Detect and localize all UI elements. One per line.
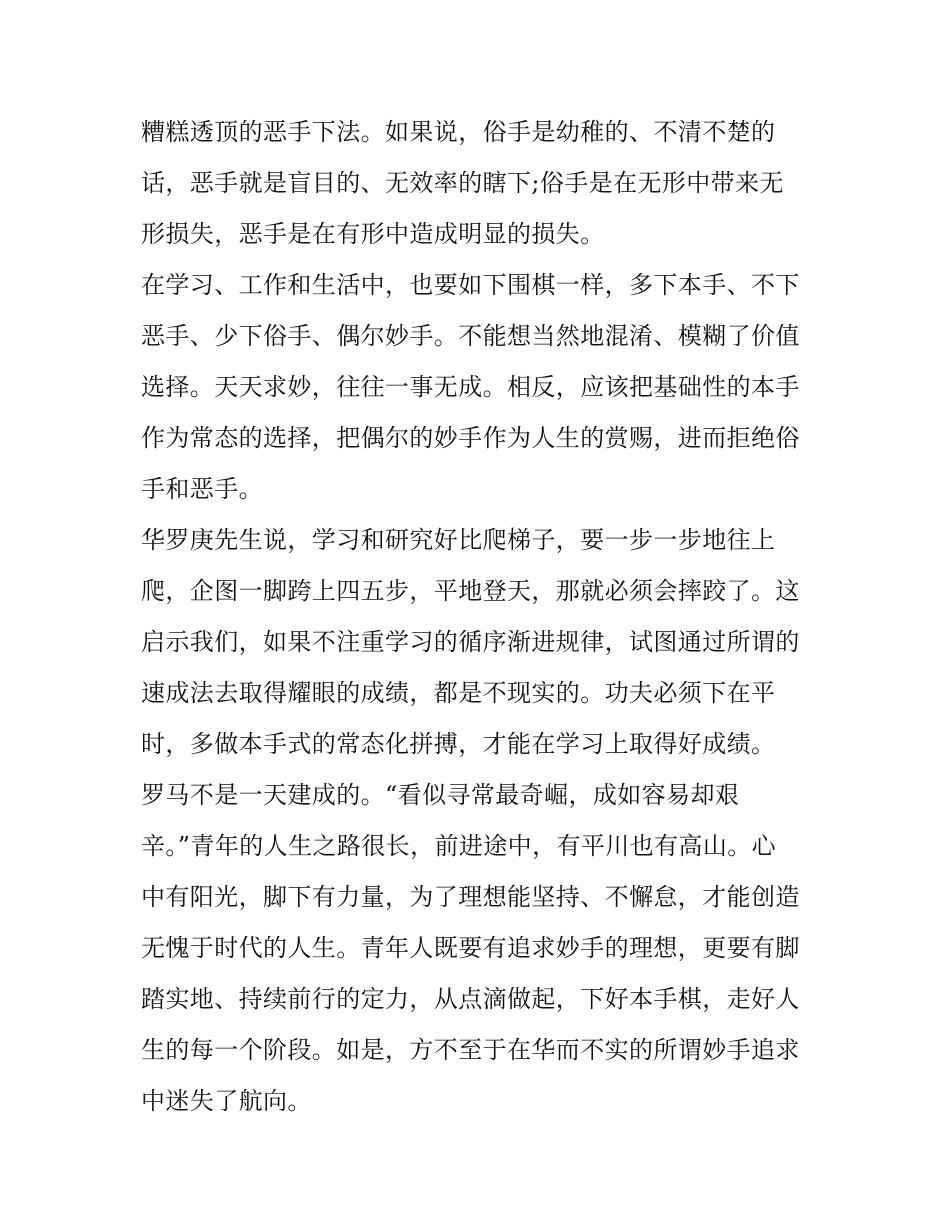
text-line: 中迷失了航向。 — [141, 1087, 312, 1115]
text-line: 手和恶手。 — [141, 475, 263, 503]
text-line: 速成法去取得耀眼的成绩，都是不现实的。功夫必须下在平 — [141, 679, 776, 707]
text-line: 启示我们，如果不注重学习的循序渐进规律，试图通过所谓的 — [141, 628, 800, 656]
essay-text — [141, 107, 821, 1127]
text-line: 话，恶手就是盲目的、无效率的瞎下;俗手是在无形中带来无 — [141, 169, 784, 197]
text-line: 恶手、少下俗手、偶尔妙手。不能想当然地混淆、模糊了价值 — [141, 322, 800, 350]
text-line: 时，多做本手式的常态化拼搏，才能在学习上取得好成绩。 — [141, 730, 776, 758]
text-line: 在学习、工作和生活中，也要如下围棋一样，多下本手、不下 — [141, 271, 800, 299]
text-line: 形损失，恶手是在有形中造成明显的损失。 — [141, 220, 605, 248]
text-line: 生的每一个阶段。如是，方不至于在华而不实的所谓妙手追求 — [141, 1036, 800, 1064]
text-line: 糟糕透顶的恶手下法。如果说，俗手是幼稚的、不清不楚的 — [141, 118, 776, 146]
text-line: 无愧于时代的人生。青年人既要有追求妙手的理想，更要有脚 — [141, 934, 800, 962]
text-line: 辛。”青年的人生之路很长，前进途中，有平川也有高山。心 — [141, 832, 777, 860]
text-line: 中有阳光，脚下有力量，为了理想能坚持、不懈怠，才能创造 — [141, 883, 800, 911]
text-line: 罗马不是一天建成的。“看似寻常最奇崛，成如容易却艰 — [141, 781, 740, 809]
text-line: 踏实地、持续前行的定力，从点滴做起，下好本手棋，走好人 — [141, 985, 800, 1013]
text-line: 爬，企图一脚跨上四五步，平地登天，那就必须会摔跤了。这 — [141, 577, 800, 605]
text-line: 作为常态的选择，把偶尔的妙手作为人生的赏赐，进而拒绝俗 — [141, 424, 800, 452]
text-line: 选择。天天求妙，往往一事无成。相反，应该把基础性的本手 — [141, 373, 800, 401]
text-line: 华罗庚先生说，学习和研究好比爬梯子，要一步一步地往上 — [141, 526, 776, 554]
